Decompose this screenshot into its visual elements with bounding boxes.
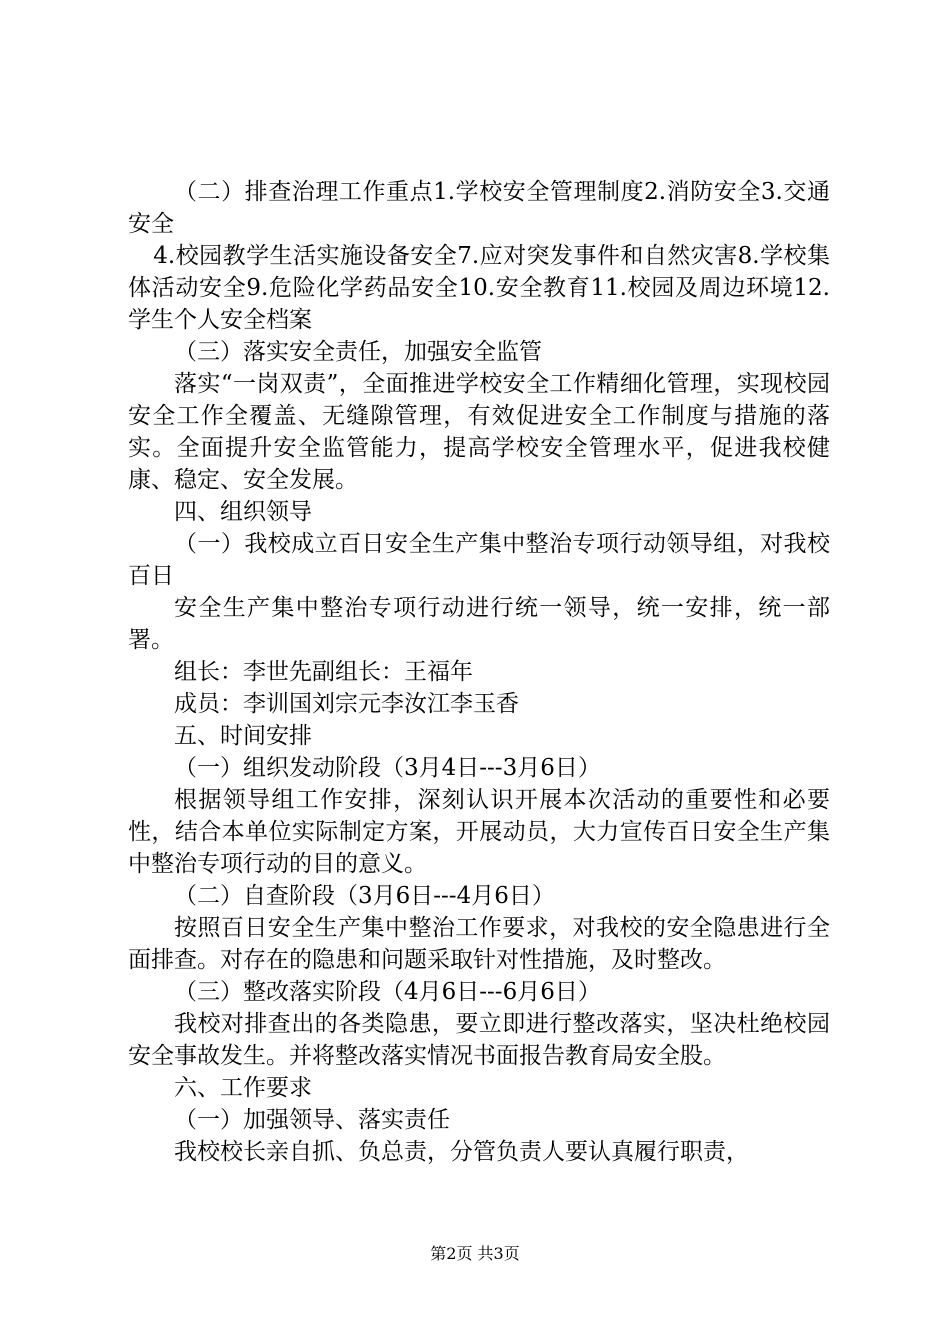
paragraph-phase-mobilization: （一）组织发动阶段（3月4日---3月6日） — [174, 755, 601, 781]
paragraph-rectification-body: 我校对排查出的各类隐患，要立即进行整改落实，坚决杜绝校园安全事故发生。并将整改落实情况书面报告教育局安全股。 — [128, 1011, 830, 1069]
page-number-footer: 第2页 共3页 — [430, 1244, 520, 1263]
section-heading-requirements: 六、工作要求 — [174, 1075, 312, 1101]
paragraph-group-leader: 组长：李世先副组长：王福年 — [174, 659, 473, 685]
paragraph-inspection-focus: （二）排查治理工作重点1.学校安全管理制度2.消防安全3.交通安全 — [128, 179, 830, 237]
paragraph-self-inspection-body: 按照百日安全生产集中整治工作要求，对我校的安全隐患进行全面排查。对存在的隐患和问题采取针对性措施，及时整改。 — [128, 915, 830, 973]
section-heading-organization: 四、组织领导 — [174, 499, 312, 525]
paragraph-leadership-group: （一）我校成立百日安全生产集中整治专项行动领导组，对我校百日 — [128, 531, 830, 589]
paragraph-phase-self-inspection: （二）自查阶段（3月6日---4月6日） — [174, 883, 555, 909]
section-heading-schedule: 五、时间安排 — [174, 723, 312, 749]
paragraph-heading-responsibility: （三）落实安全责任，加强安全监管 — [174, 339, 542, 365]
paragraph-inspection-items: 4.校园教学生活实施设备安全7.应对突发事件和自然灾害8.学校集体活动安全9.危险化学药品安全10.安全教育11.校园及周边环境12.学生个人安全档案 — [128, 243, 830, 333]
document-body — [128, 176, 830, 1168]
paragraph-responsibility-body: 落实“一岗双责”，全面推进学校安全工作精细化管理，实现校园安全工作全覆盖、无缝隙管理，有效促进安全工作制度与措施的落实。全面提升安全监管能力，提高学校安全管理水平，促进我校健康、稳定、安全发展。 — [128, 371, 830, 493]
paragraph-group-members: 成员：李训国刘宗元李汝江李玉香 — [174, 691, 519, 717]
paragraph-phase-rectification: （三）整改落实阶段（4月6日---6月6日） — [174, 979, 601, 1005]
paragraph-heading-leadership: （一）加强领导、落实责任 — [174, 1107, 450, 1133]
paragraph-leadership-body: 我校校长亲自抓、负总责，分管负责人要认真履行职责， — [174, 1139, 749, 1165]
paragraph-leadership-unified: 安全生产集中整治专项行动进行统一领导，统一安排，统一部署。 — [128, 595, 830, 653]
paragraph-mobilization-body: 根据领导组工作安排，深刻认识开展本次活动的重要性和必要性，结合本单位实际制定方案，开展动员，大力宣传百日安全生产集中整治专项行动的目的意义。 — [128, 787, 830, 877]
